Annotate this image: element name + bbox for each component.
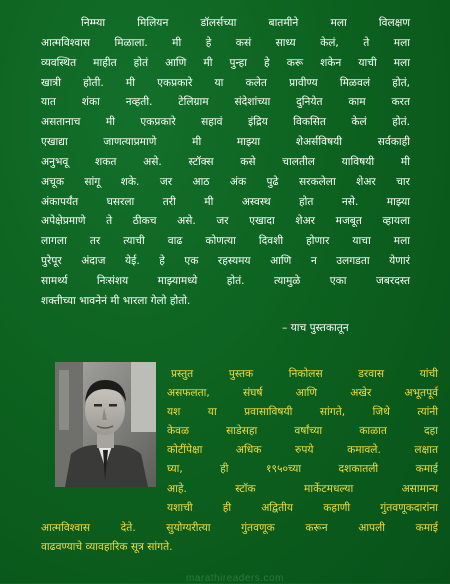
blurb-line: घ्या, ही १९५०च्या दशकातली कमाई <box>167 463 438 475</box>
quote-line: अंकापर्यंत घसरला तरी मी अस्वस्थ होत नसे. माझ्या <box>41 195 410 208</box>
quote-attribution: – याच पुस्तकातून <box>282 322 349 334</box>
blurb-line: असफलता, संघर्ष आणि अखेर अभूतपूर्व <box>167 387 438 399</box>
blurb-line: आहे. स्टॉक मार्केटमधल्या असामान्य <box>167 483 438 495</box>
quote-line: एखाद्या जाणत्याप्रमाणे मी माझ्या शेअर्सविषयी सर्वकाही <box>41 136 410 149</box>
quote-line: पुरेपूर अंदाज येई. हे एक रहस्यमय आणि न उलगडता येणारं <box>41 255 410 268</box>
quote-line: असतानाच मी एकप्रकारे सहावं इंद्रिय विकसित केलं होतं. <box>41 116 410 129</box>
quote-line: खात्री होती. मी एकप्रकारे या कलेत प्रावीण्य मिळवलं होतं, <box>41 76 410 89</box>
blurb-line: केवळ साडेसहा वर्षांच्या काळात दहा <box>167 425 438 437</box>
quote-line: निम्म्या मिलियन डॉलर्सच्या बातमीने मला विलक्षण <box>81 17 410 29</box>
quote-line: यात शंका नव्हती. टेलिग्राम संदेशांच्या दुनियेत काम करत <box>41 96 410 109</box>
quote-line: अनुभवू शकत असे. स्टॉक्स कसे चालतील याविषयी मी <box>41 155 410 168</box>
quote-line: अचूक सांगू शके. जर आठ अंक पुढे सरकलेला शेअर चार <box>41 175 410 188</box>
quote-line: व्यवस्थित माहीत होतं आणि मी पुन्हा हे करू शकेन याची मला <box>41 56 410 69</box>
quote-line: आत्मविश्वास मिळाला. मी हे कसं साध्य केलं, ते मला <box>41 36 410 49</box>
book-blurb <box>41 365 438 558</box>
quote-line: शक्तीच्या भावनेनं मी भारला गेलो होतो. <box>41 294 191 307</box>
watermark: marathireaders.com <box>186 573 284 584</box>
blurb-line: आत्मविश्वास देते. सुयोग्यरीत्या गुंतवणूक करून आपली कमाई <box>41 522 438 534</box>
blurb-line: कोटींपेक्षा अधिक रुपये कमावले. लक्षात <box>167 444 438 456</box>
quote-line: अपेक्षेप्रमाणे ते ठीकच असे. जर एखादा शेअर मजबूत व्हायला <box>41 215 410 228</box>
blurb-line: यशाची ही अद्वितीय कहाणी गुंतवणूकदारांना <box>167 502 438 514</box>
quote-block <box>41 14 410 310</box>
quote-line: लागला तर त्याची वाढ कोणत्या दिवशी होणार याचा मला <box>41 235 410 248</box>
quote-line: सामर्थ्य निःसंशय माझ्यामध्ये होतं. त्यामुळे एका जबरदस्त <box>41 274 410 287</box>
blurb-line: वाढवण्याचे व्यावहारिक सूत्र सांगते. <box>41 541 173 553</box>
blurb-line: प्रस्तुत पुस्तक निकोलस डरवास यांची <box>171 368 438 380</box>
blurb-line: यश या प्रवासाविषयी सांगते, जिथे त्यांनी <box>167 406 438 418</box>
